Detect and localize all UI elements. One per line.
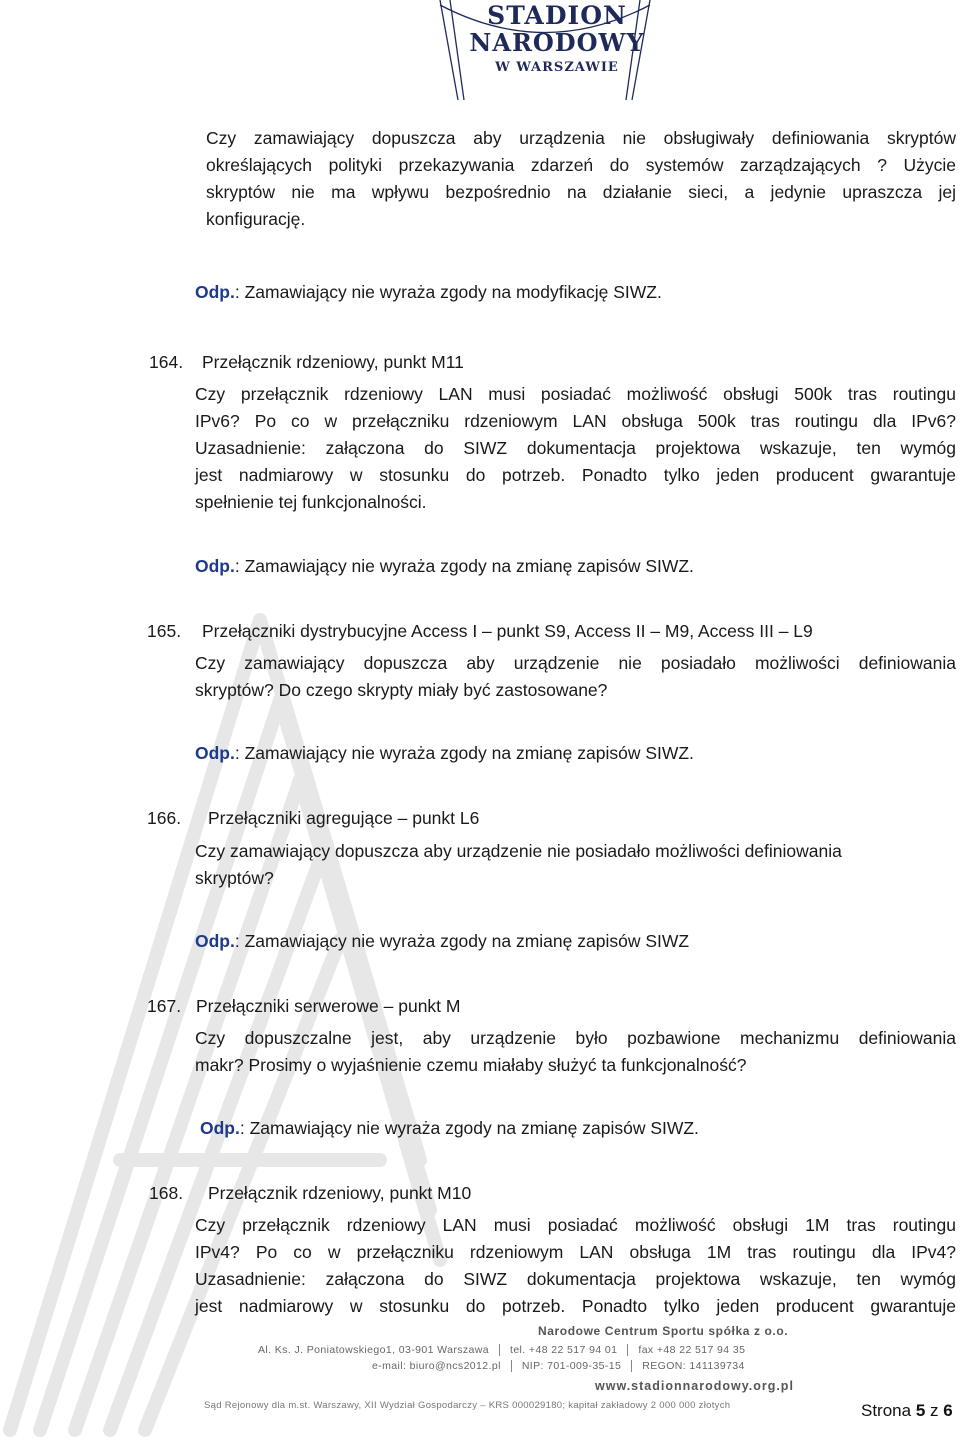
footer-regon: REGON: 141139734 — [642, 1360, 745, 1372]
intro-paragraph — [206, 125, 956, 233]
item-heading — [149, 1180, 471, 1207]
intro-line: skryptów nie ma wpływu bezpośrednio na działanie sieci, a jedynie upraszcza jej — [206, 182, 956, 202]
question-line: Czy zamawiający dopuszcza aby urządzenie nie posiadało możliwości definiowania — [195, 653, 956, 673]
footer-separator — [631, 1360, 632, 1372]
footer-separator — [499, 1344, 500, 1356]
answer-text: : Zamawiający nie wyraża zgody na zmianę zapisów SIWZ — [234, 931, 690, 951]
footer-ids-row — [372, 1360, 745, 1372]
answer-text: : Zamawiający nie wyraża zgody na modyfikację SIWZ. — [234, 282, 662, 302]
answer-text: : Zamawiający nie wyraża zgody na zmianę zapisów SIWZ. — [234, 743, 694, 763]
answer-label: Odp. — [195, 556, 235, 576]
item-heading — [147, 993, 460, 1020]
question-line: Czy przełącznik rdzeniowy LAN musi posiadać możliwość obsługi 1M tras routingu — [195, 1215, 956, 1235]
item-title: Przełączniki dystrybucyjne Access I – punkt S9, Access II – M9, Access III – L9 — [201, 621, 813, 641]
item-question — [195, 381, 956, 516]
footer-address: Al. Ks. J. Poniatowskiego1, 03-901 Warszawa — [258, 1344, 489, 1356]
answer-label: Odp. — [195, 931, 235, 951]
answer-label: Odp. — [200, 1118, 240, 1138]
question-line: Uzasadnienie: załączona do SIWZ dokumentacja projektowa wskazuje, ten wymóg — [195, 1269, 956, 1289]
question-line: IPv6? Po co w przełączniku rdzeniowym LAN obsługa 500k tras routingu dla IPv6? — [195, 411, 956, 431]
item-answer — [200, 1115, 699, 1142]
item-answer — [195, 928, 689, 955]
logo-line1: STADION — [487, 1, 627, 30]
question-line: Czy przełącznik rdzeniowy LAN musi posiadać możliwość obsługi 500k tras routingu — [195, 384, 956, 404]
question-line: skryptów? — [195, 868, 274, 888]
answer-label: Odp. — [195, 282, 235, 302]
item-heading — [147, 618, 813, 645]
item-question — [195, 650, 956, 704]
item-title: Przełącznik rdzeniowy, punkt M11 — [201, 352, 464, 372]
logo-text — [462, 2, 652, 76]
question-line: Uzasadnienie: załączona do SIWZ dokumentacja projektowa wskazuje, ten wymóg — [195, 438, 956, 458]
page-middle: z — [925, 1401, 944, 1420]
footer-website-link[interactable]: www.stadionnarodowy.org.pl — [595, 1379, 794, 1393]
footer-fax: fax +48 22 517 94 35 — [638, 1344, 746, 1356]
intro-answer — [195, 279, 662, 306]
footer-company: Narodowe Centrum Sportu spółka z o.o. — [538, 1324, 789, 1338]
page-current: 5 — [915, 1401, 926, 1420]
page-total: 6 — [943, 1401, 953, 1420]
item-number: 166. — [147, 808, 182, 828]
footer-contact-row — [258, 1344, 745, 1356]
item-number: 165. — [147, 621, 182, 641]
item-title: Przełączniki agregujące – punkt L6 — [207, 808, 480, 828]
footer-legal: Sąd Rejonowy dla m.st. Warszawy, XII Wydział Gospodarczy – KRS 000029180; kapitał zakładowy 2 000 000 złotych — [204, 1400, 731, 1411]
footer-separator — [627, 1344, 628, 1356]
answer-text: : Zamawiający nie wyraża zgody na zmianę zapisów SIWZ. — [239, 1118, 699, 1138]
footer-nip: NIP: 701-009-35-15 — [521, 1360, 622, 1372]
question-line: makr? Prosimy o wyjaśnienie czemu miałaby służyć ta funkcjonalność? — [195, 1055, 747, 1075]
answer-text: : Zamawiający nie wyraża zgody na zmianę zapisów SIWZ. — [234, 556, 694, 576]
intro-line: Czy zamawiający dopuszcza aby urządzenia nie obsługiwały definiowania skryptów — [206, 128, 956, 148]
intro-line: określających polityki przekazywania zdarzeń do systemów zarządzających ? Użycie — [206, 155, 956, 175]
footer-tel: tel. +48 22 517 94 01 — [510, 1344, 618, 1356]
item-title: Przełączniki serwerowe – punkt M — [195, 996, 461, 1016]
item-title: Przełącznik rdzeniowy, punkt M10 — [207, 1183, 472, 1203]
intro-line: konfigurację. — [206, 209, 306, 229]
item-number: 167. — [147, 996, 182, 1016]
item-answer — [195, 553, 694, 580]
question-line: jest nadmiarowy w stosunku do potrzeb. Ponadto tylko jeden producent gwarantuje — [195, 465, 956, 485]
item-number: 164. — [149, 352, 184, 372]
page-prefix: Strona — [861, 1401, 916, 1420]
question-line: IPv4? Po co w przełączniku rdzeniowym LAN obsługa 1M tras routingu dla IPv4? — [195, 1242, 956, 1262]
question-line: Czy zamawiający dopuszcza aby urządzenie nie posiadało możliwości definiowania — [195, 841, 842, 861]
item-question — [195, 1025, 956, 1079]
item-question — [195, 838, 956, 892]
item-question — [195, 1212, 956, 1320]
footer-separator — [511, 1360, 512, 1372]
item-heading — [147, 805, 479, 832]
logo-line2: NARODOWY — [469, 28, 645, 57]
answer-label: Odp. — [195, 743, 235, 763]
footer-email: e-mail: biuro@ncs2012.pl — [372, 1360, 501, 1372]
item-number: 168. — [149, 1183, 184, 1203]
question-line: jest nadmiarowy w stosunku do potrzeb. Ponadto tylko jeden producent gwarantuje — [195, 1296, 956, 1316]
logo-line3: W WARSZAWIE — [495, 60, 619, 75]
item-heading — [149, 349, 464, 376]
item-answer — [195, 740, 694, 767]
question-line: Czy dopuszczalne jest, aby urządzenie było pozbawione mechanizmu definiowania — [195, 1028, 956, 1048]
page-number — [861, 1401, 953, 1421]
question-line: skryptów? Do czego skrypty miały być zastosowane? — [195, 680, 608, 700]
question-line: spełnienie tej funkcjonalności. — [195, 492, 427, 512]
